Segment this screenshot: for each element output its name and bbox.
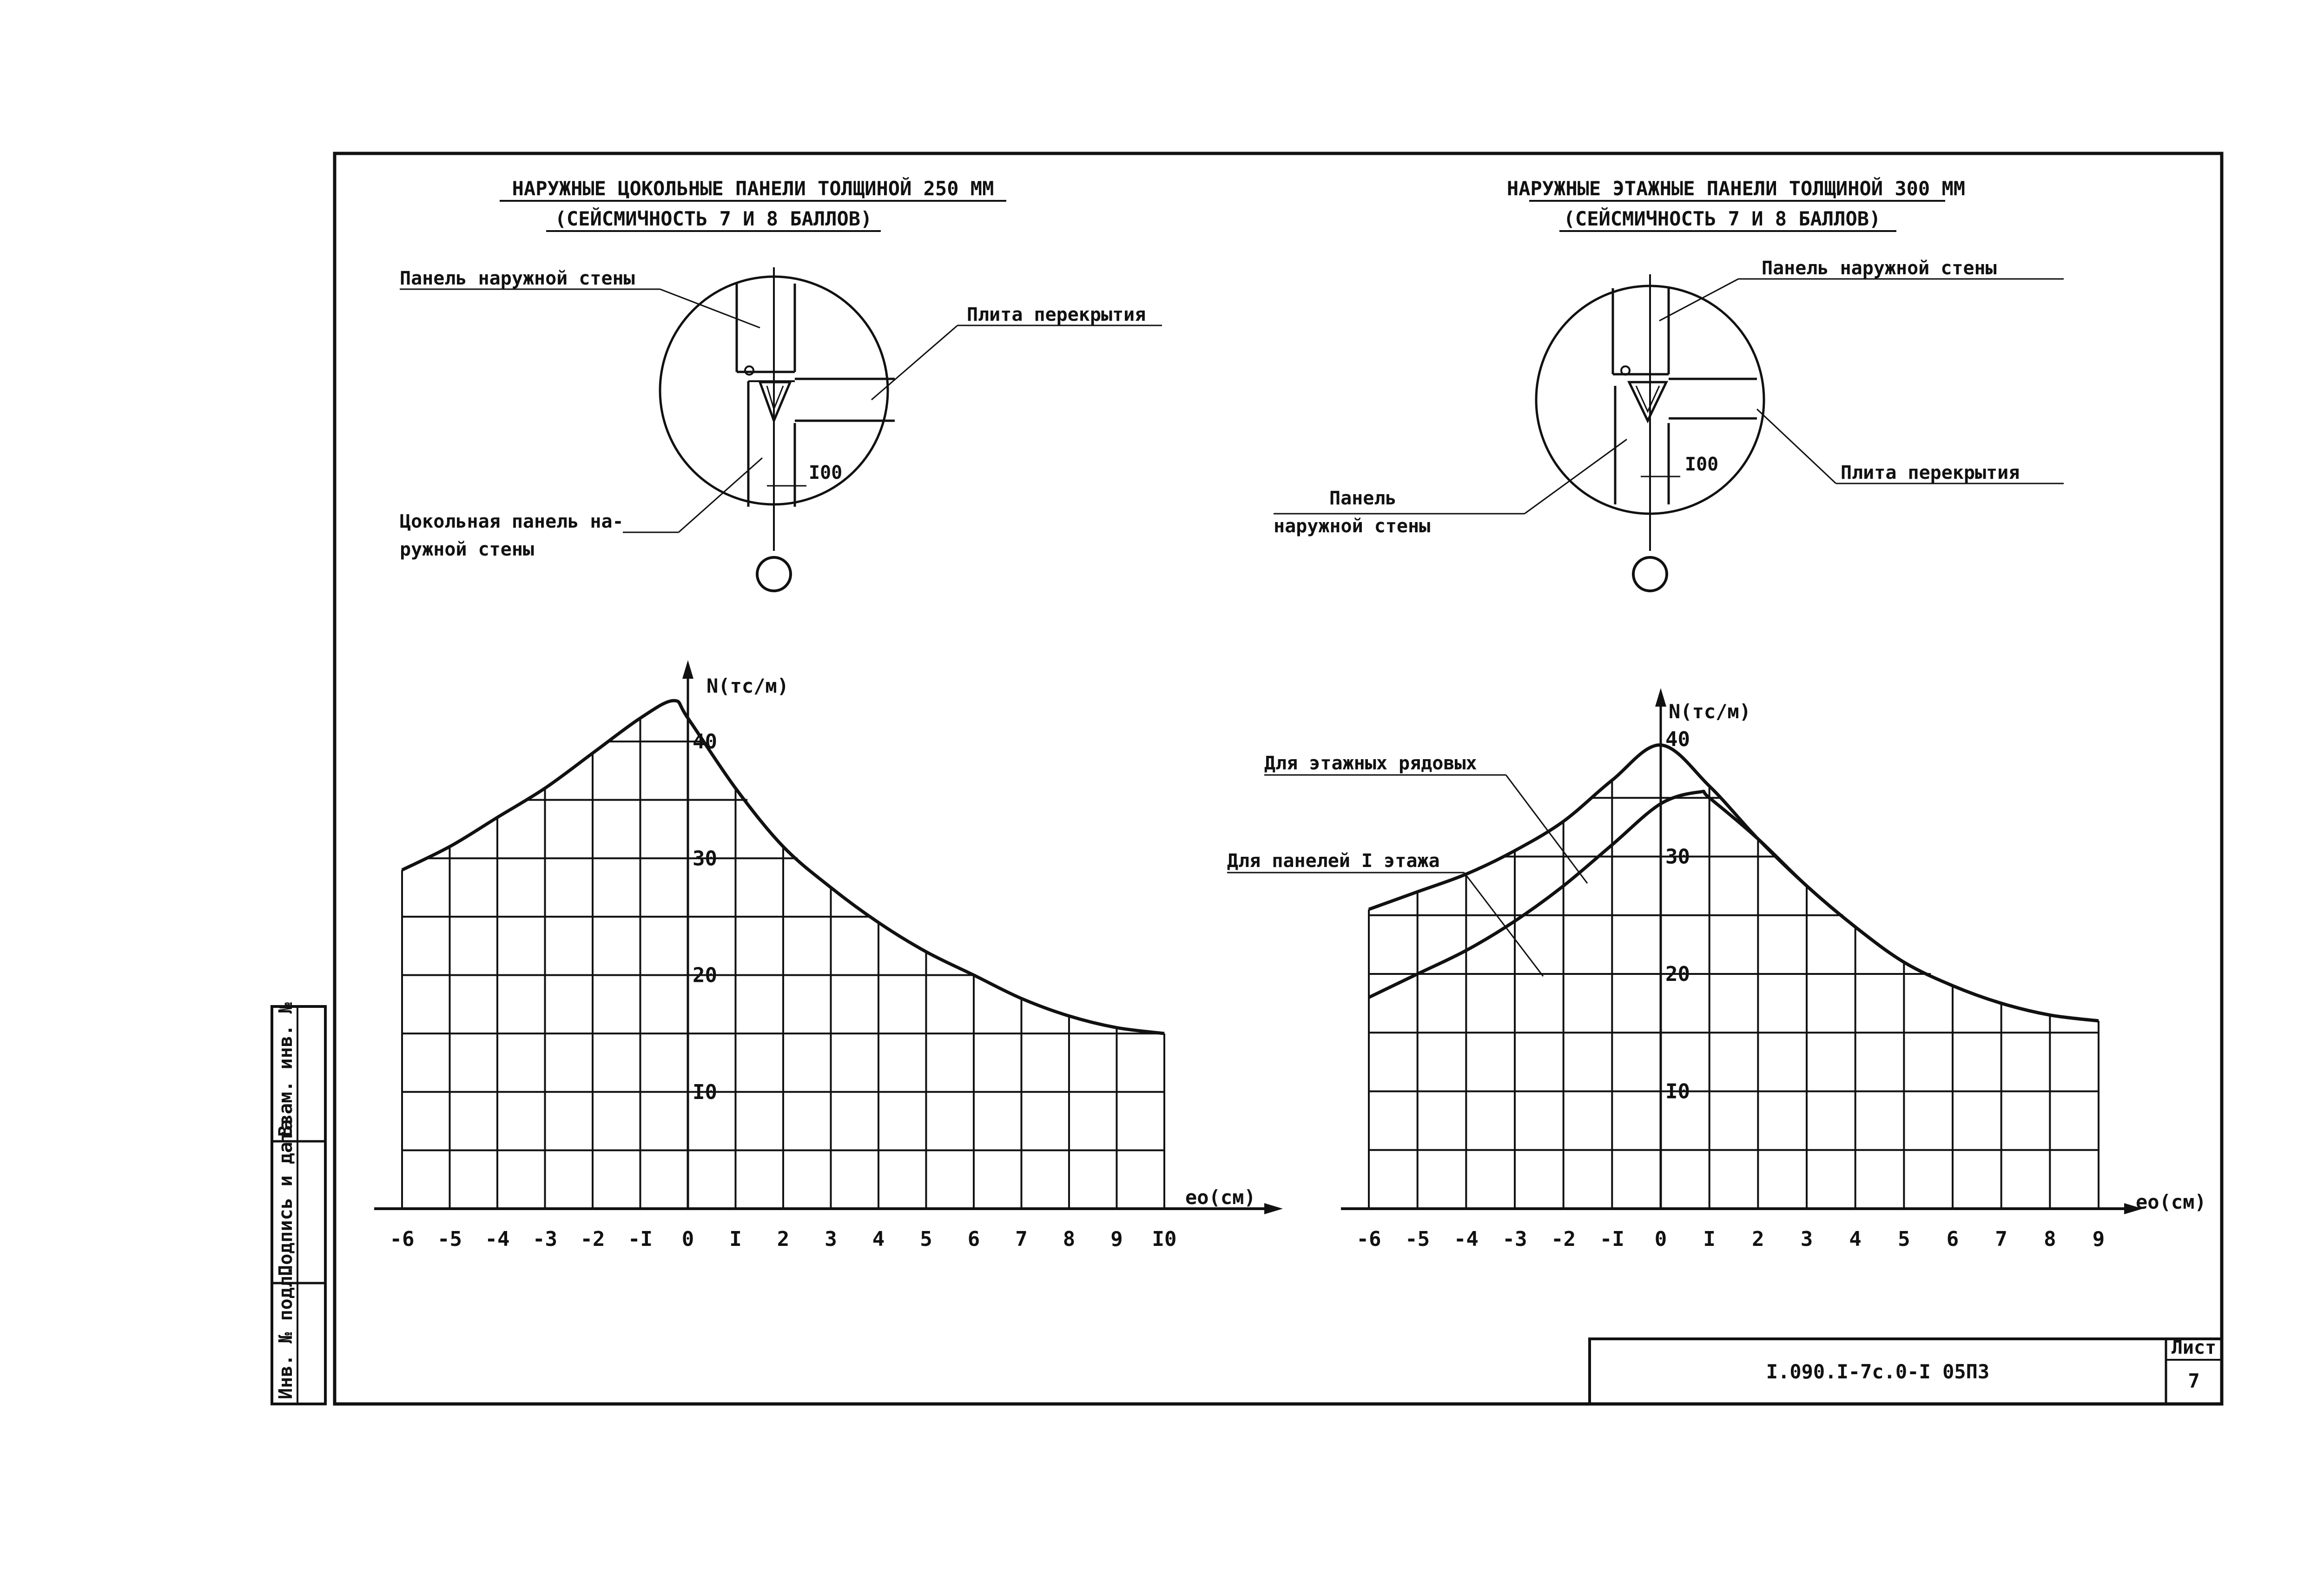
left-label-slab: Плита перекрытия (967, 304, 1146, 325)
cr-x-tick: 6 (1946, 1227, 1959, 1251)
sheet-label: Лист (2171, 1337, 2217, 1358)
cr-x-tick: -3 (1502, 1227, 1527, 1251)
cr-x-tick: -2 (1551, 1227, 1576, 1251)
left-axis-marker (757, 557, 791, 591)
cr-x-tick: I (1703, 1227, 1716, 1251)
cr-y-tick: 20 (1665, 962, 1690, 986)
sheet-frame (335, 153, 2222, 1404)
cl-x-tick: -5 (437, 1227, 462, 1251)
cr-x-tick: 7 (1995, 1227, 2007, 1251)
cl-y-tick: 20 (693, 963, 717, 987)
cr-x-tick: 5 (1898, 1227, 1910, 1251)
cl-x-tick: -6 (390, 1227, 415, 1251)
cl-x-tick: -I (628, 1227, 653, 1251)
cl-x-tick: 9 (1110, 1227, 1123, 1251)
left-title (500, 177, 1006, 231)
right-label-panel-1: Панель (1329, 488, 1397, 509)
cr-y-tick: I0 (1665, 1079, 1690, 1104)
right-title-line2: (СЕЙСМИЧНОСТЬ 7 И 8 БАЛЛОВ) (1563, 207, 1881, 230)
cl-x-tick: 8 (1063, 1227, 1076, 1251)
left-label-plinth-1: Цокольная панель на- (400, 511, 624, 532)
right-chart-ylabel: N(тс/м) (1669, 700, 1751, 723)
right-chart-x-ticks (1357, 1227, 2105, 1251)
cl-x-tick: 7 (1015, 1227, 1028, 1251)
side-stamp (272, 1002, 325, 1404)
cl-x-tick: I (729, 1227, 742, 1251)
right-axis-marker (1633, 557, 1667, 591)
cr-x-tick: 9 (2092, 1227, 2105, 1251)
cr-x-tick: 4 (1849, 1227, 1862, 1251)
cr-x-tick: 3 (1800, 1227, 1813, 1251)
left-chart-grid (402, 718, 1164, 1209)
right-label-panel-2: наружной стены (1274, 516, 1431, 537)
left-dim: I00 (809, 462, 843, 483)
cr-x-tick: -I (1599, 1227, 1624, 1251)
cl-y-tick: 30 (693, 847, 717, 871)
left-chart (374, 660, 1283, 1251)
side-stamp-label-3: Взам. инв. № (275, 1002, 297, 1137)
right-legend-lower: Для панелей I этажа (1227, 850, 1440, 872)
right-legend-upper: Для этажных рядовых (1264, 753, 1477, 774)
cr-x-tick: 2 (1752, 1227, 1764, 1251)
cl-x-tick: 0 (681, 1227, 694, 1251)
left-chart-xlabel: eo(см) (1185, 1186, 1256, 1209)
cr-y-tick: 40 (1665, 728, 1690, 751)
cl-x-tick: 5 (920, 1227, 932, 1251)
right-joint-detail (1274, 258, 2064, 591)
sheet-number: 7 (2188, 1370, 2200, 1392)
cr-y-tick: 30 (1665, 845, 1690, 869)
cr-x-tick: -5 (1405, 1227, 1430, 1251)
right-dim: I00 (1685, 454, 1719, 475)
right-chart (1227, 688, 2206, 1251)
right-chart-curve-lower (1369, 791, 2099, 1021)
side-stamp-label-1: Инв. № подл. (275, 1265, 297, 1399)
cr-x-tick: -6 (1356, 1227, 1381, 1251)
left-chart-x-ticks (390, 1227, 1177, 1251)
cl-y-tick: 40 (693, 730, 717, 754)
left-title-line2: (СЕЙСМИЧНОСТЬ 7 И 8 БАЛЛОВ) (555, 207, 872, 230)
cr-x-tick: 8 (2044, 1227, 2056, 1251)
left-label-plinth-2: ружной стены (400, 539, 534, 560)
right-chart-curve-upper (1369, 745, 2099, 1021)
cr-x-tick: 0 (1654, 1227, 1667, 1251)
left-chart-ylabel: N(тс/м) (706, 675, 789, 697)
cl-x-tick: 3 (825, 1227, 837, 1251)
side-stamp-label-2: Подпись и дата (275, 1119, 297, 1276)
left-chart-x-arrow (1264, 1203, 1283, 1214)
cl-x-tick: I0 (1152, 1227, 1177, 1251)
doc-code: I.090.I-7c.0-I 05ПЗ (1766, 1360, 1990, 1383)
cl-x-tick: -4 (485, 1227, 510, 1251)
left-chart-y-arrow (682, 660, 693, 679)
title-block (1590, 1337, 2222, 1404)
right-title-line1: НАРУЖНЫЕ ЭТАЖНЫЕ ПАНЕЛИ ТОЛЩИНОЙ 300 ММ (1506, 177, 1966, 200)
left-title-line1: НАРУЖНЫЕ ЦОКОЛЬНЫЕ ПАНЕЛИ ТОЛЩИНОЙ 250 ММ (512, 177, 994, 200)
cl-x-tick: 6 (967, 1227, 980, 1251)
cl-x-tick: 4 (872, 1227, 885, 1251)
left-joint-detail (400, 267, 1162, 591)
cl-x-tick: 2 (777, 1227, 790, 1251)
cl-x-tick: -3 (533, 1227, 557, 1251)
cl-y-tick: I0 (693, 1080, 717, 1104)
left-label-wall: Панель наружной стены (400, 268, 635, 289)
cl-x-tick: -2 (580, 1227, 605, 1251)
right-title (1507, 177, 1965, 231)
right-label-slab: Плита перекрытия (1841, 462, 2020, 483)
right-label-wall: Панель наружной стены (1762, 258, 1997, 279)
right-chart-y-arrow (1655, 688, 1666, 707)
right-chart-xlabel: eo(см) (2136, 1191, 2206, 1213)
cr-x-tick: -4 (1453, 1227, 1479, 1251)
